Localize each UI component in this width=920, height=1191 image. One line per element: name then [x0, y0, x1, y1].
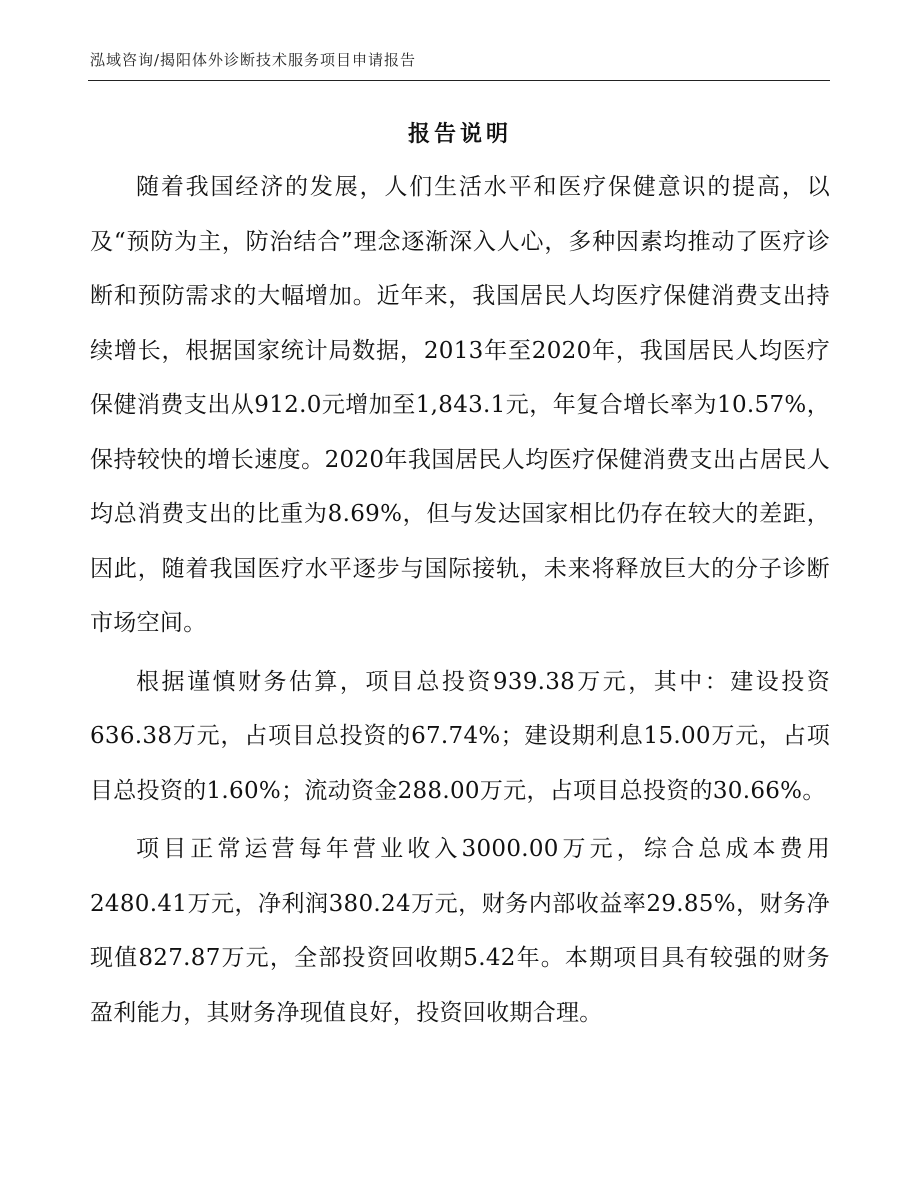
running-header: 泓域咨询/揭阳体外诊断技术服务项目申请报告: [90, 51, 417, 69]
document-body: [90, 160, 830, 1040]
header-divider: [88, 80, 830, 81]
paragraph-investment-estimate: 根据谨慎财务估算，项目总投资939.38万元，其中：建设投资636.38万元，占项目总投资的67.74%；建设期利息15.00万元，占项目总投资的1.60%；流动资金288.00万元，占项目总投资的30.66%。: [90, 668, 830, 804]
page-title: 报告说明: [407, 122, 512, 147]
paragraph-market-background: 随着我国经济的发展，人们生活水平和医疗保健意识的提高，以及“预防为主，防治结合”理念逐渐深入人心，多种因素均推动了医疗诊断和预防需求的大幅增加。近年来，我国居民人均医疗保健消费支出持续增长，根据国家统计局数据，2013年至2020年，我国居民人均医疗保健消费支出从912.0元增加至1,843.1元，年复合增长率为10.57%，保持较快的增长速度。2020年我国居民人均医疗保健消费支出占居民人均总消费支出的比重为8.69%，但与发达国家相比仍存在较大的差距，因此，随着我国医疗水平逐步与国际接轨，未来将释放巨大的分子诊断市场空间。: [90, 174, 830, 636]
paragraph-financial-returns: 项目正常运营每年营业收入3000.00万元，综合总成本费用2480.41万元，净利润380.24万元，财务内部收益率29.85%，财务净现值827.87万元，全部投资回收期5.42年。本期项目具有较强的财务盈利能力，其财务净现值良好，投资回收期合理。: [90, 836, 830, 1026]
